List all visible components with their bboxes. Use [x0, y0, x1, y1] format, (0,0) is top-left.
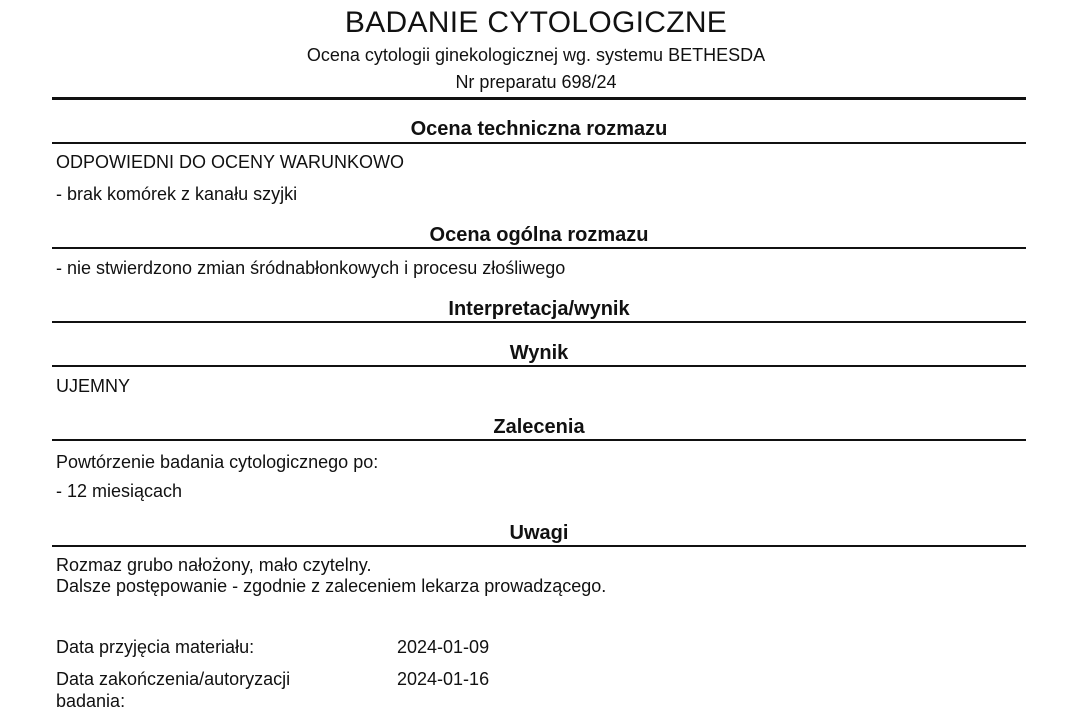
remarks-divider: [52, 545, 1026, 547]
report-subtitle: Ocena cytologii ginekologicznej wg. systemu BETHESDA: [306, 45, 766, 65]
general-assessment-divider: [52, 247, 1026, 249]
technical-assessment-divider: [52, 142, 1026, 144]
result-divider: [52, 365, 1026, 367]
received-date-value: 2024-01-09: [397, 637, 490, 657]
interpretation-divider: [52, 321, 1026, 323]
remarks-line: Dalsze postępowanie - zgodnie z zaleceniem lekarza prowadzącego.: [56, 576, 607, 596]
completed-date-label: Data zakończenia/autoryzacji badania:: [56, 669, 291, 711]
recommendations-divider: [52, 439, 1026, 441]
recommendations-line: - 12 miesiącach: [56, 481, 183, 501]
technical-assessment-heading: Ocena techniczna rozmazu: [410, 118, 668, 140]
report-title: BADANIE CYTOLOGICZNE: [344, 6, 728, 39]
technical-assessment-line: ODPOWIEDNI DO OCENY WARUNKOWO: [56, 152, 405, 172]
recommendations-line: Powtórzenie badania cytologicznego po:: [56, 452, 379, 472]
completed-date-value: 2024-01-16: [397, 669, 490, 689]
received-date-label: Data przyjęcia materiału:: [56, 637, 255, 657]
remarks-heading: Uwagi: [509, 522, 569, 544]
remarks-line: Rozmaz grubo nałożony, mało czytelny.: [56, 555, 372, 575]
general-assessment-line: - nie stwierdzono zmian śródnabłonkowych i procesu złośliwego: [56, 258, 566, 278]
result-heading: Wynik: [509, 342, 569, 364]
interpretation-heading: Interpretacja/wynik: [448, 298, 630, 320]
result-value: UJEMNY: [56, 376, 131, 396]
technical-assessment-line: - brak komórek z kanału szyjki: [56, 184, 298, 204]
header-divider: [52, 97, 1026, 100]
recommendations-heading: Zalecenia: [493, 416, 585, 438]
specimen-number: Nr preparatu 698/24: [455, 72, 617, 92]
general-assessment-heading: Ocena ogólna rozmazu: [429, 224, 649, 246]
